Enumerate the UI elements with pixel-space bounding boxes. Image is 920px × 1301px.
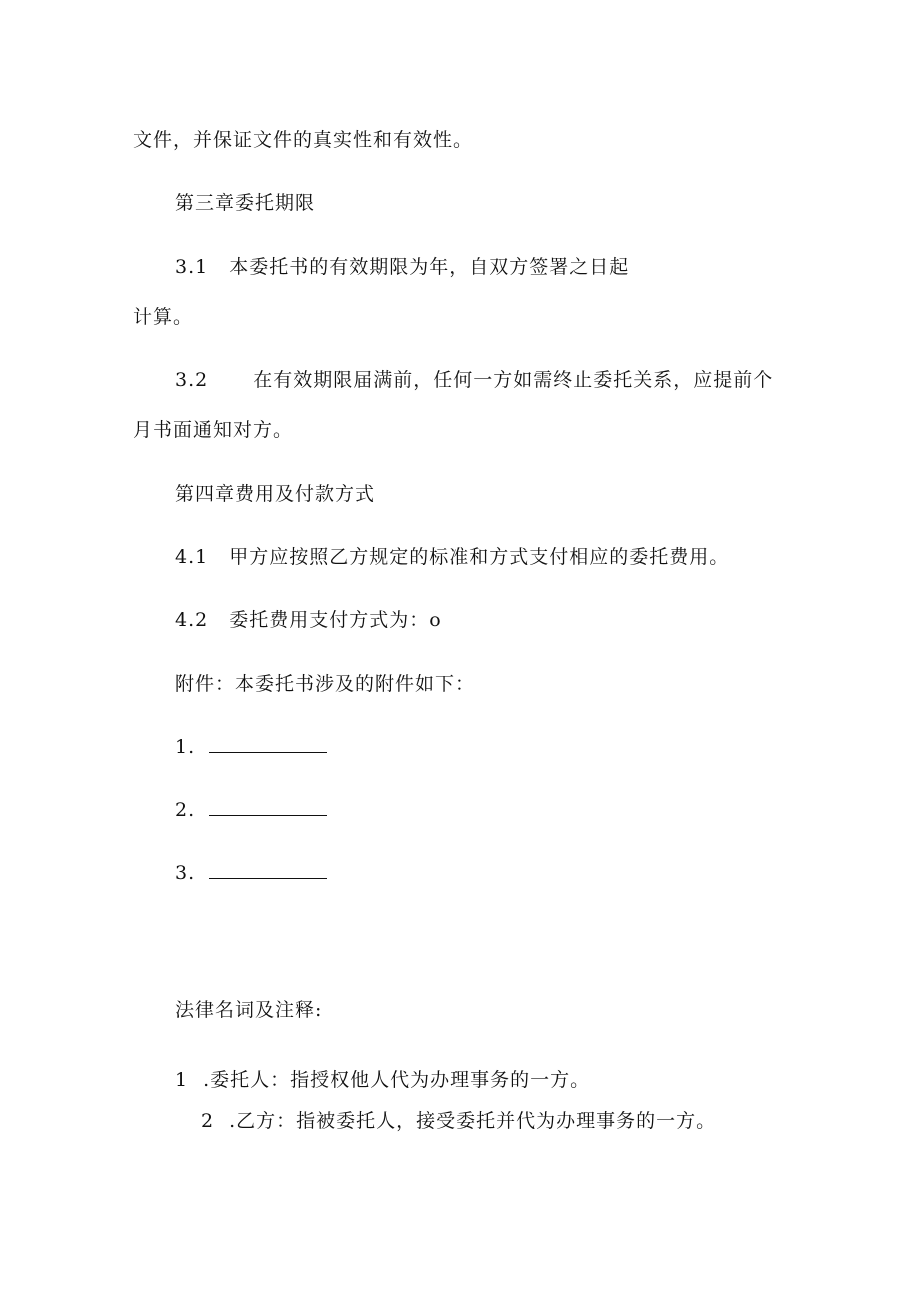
fill-in-blank [209, 815, 327, 816]
item-text: .乙方：指被委托人，接受委托并代为办理事务的一方。 [229, 1110, 717, 1132]
text: 计算。 [133, 306, 194, 328]
clause-text: 委托费用支付方式为：o [229, 609, 442, 631]
glossary-heading [175, 998, 322, 1022]
fill-in-blank [209, 752, 327, 753]
glossary-item-2 [201, 1109, 716, 1133]
text: 文件，并保证文件的真实性和有效性。 [133, 129, 474, 151]
item-number: 2. [175, 799, 196, 821]
chapter-heading-4 [175, 482, 375, 506]
attachment-item-2 [175, 798, 327, 822]
item-text: .委托人：指授权他人代为办理事务的一方。 [203, 1069, 591, 1091]
item-number: 1. [175, 736, 196, 758]
clause-3-1-continuation [133, 305, 193, 329]
fill-in-blank [209, 878, 327, 879]
heading-text: 第四章费用及付款方式 [175, 483, 376, 505]
clause-4-2 [175, 608, 442, 632]
chapter-heading-3 [175, 191, 315, 215]
clause-number: 4.2 [175, 609, 209, 631]
item-number: 2 [201, 1110, 215, 1132]
clause-4-1 [175, 545, 729, 569]
paragraph-continuation [133, 128, 473, 152]
attachment-item-3 [175, 861, 327, 885]
attachment-item-1 [175, 735, 327, 759]
text: 附件：本委托书涉及的附件如下： [175, 673, 476, 695]
clause-text: 甲方应按照乙方规定的标准和方式支付相应的委托费用。 [229, 546, 730, 568]
clause-number: 3.2 [175, 369, 209, 391]
clause-3-2 [175, 368, 773, 392]
clause-text: 本委托书的有效期限为年，自双方签署之日起 [229, 256, 630, 278]
item-number: 1 [175, 1069, 189, 1091]
heading-text: 第三章委托期限 [175, 192, 316, 214]
heading-text: 法律名词及注释: [175, 999, 323, 1021]
item-number: 3. [175, 862, 196, 884]
clause-3-2-continuation [133, 418, 293, 442]
text: 月书面通知对方。 [133, 419, 294, 441]
glossary-item-1 [175, 1068, 590, 1092]
attachments-intro [175, 672, 475, 696]
clause-number: 3.1 [175, 256, 209, 278]
clause-3-1 [175, 255, 629, 279]
clause-number: 4.1 [175, 546, 209, 568]
clause-text: 在有效期限届满前，任何一方如需终止委托关系，应提前个 [253, 369, 774, 391]
